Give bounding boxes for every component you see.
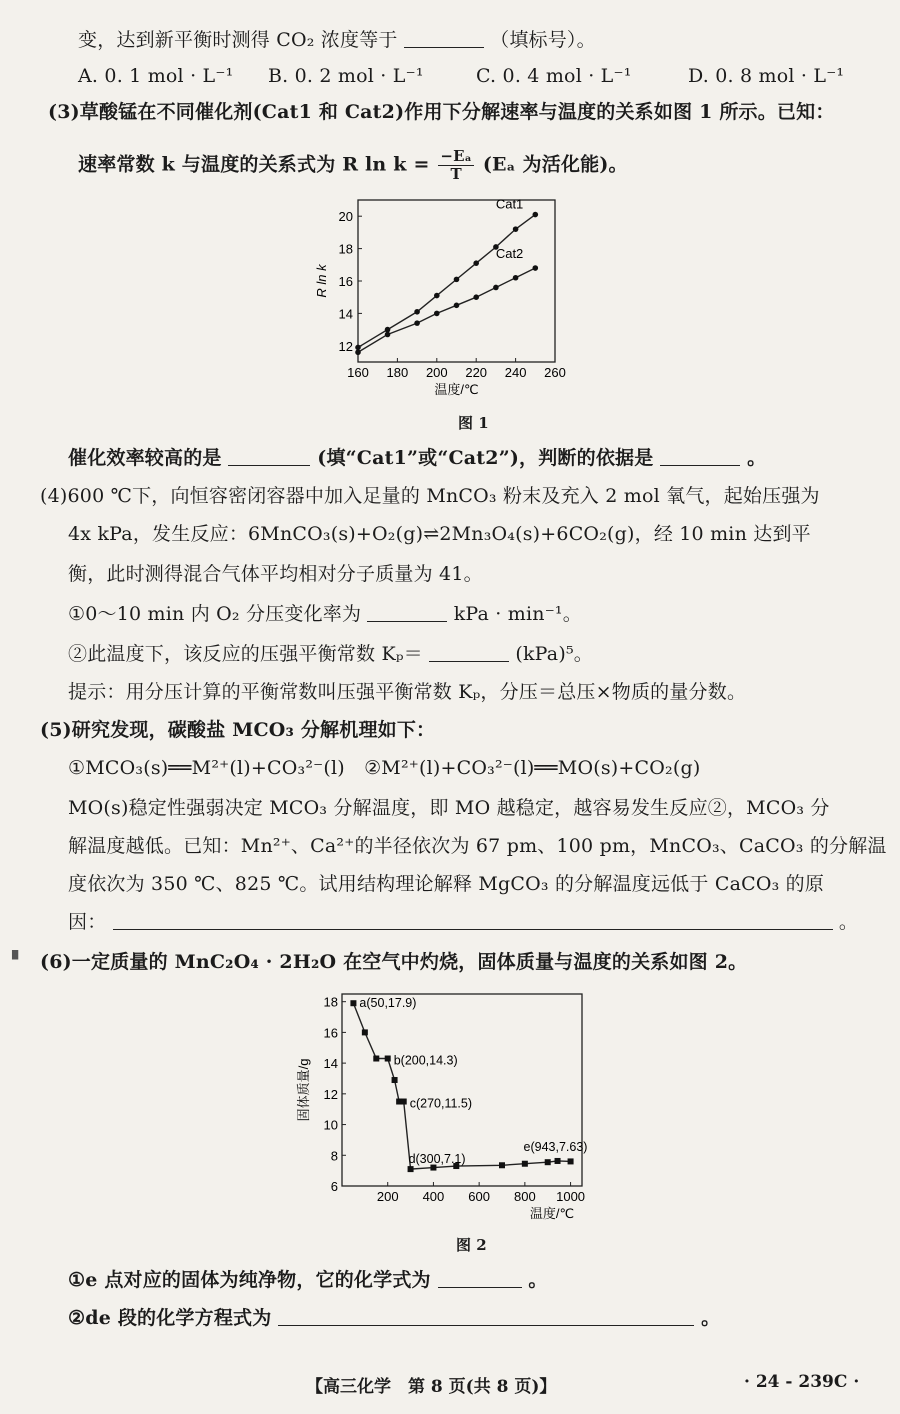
text-segment: ①0～10 min 内 O₂ 分压变化率为 bbox=[68, 603, 362, 625]
x-axis-label: 温度/℃ bbox=[529, 1206, 575, 1221]
data-point bbox=[522, 1161, 528, 1167]
x-axis-label: 温度/℃ bbox=[434, 382, 479, 397]
margin-mark: ▘ bbox=[12, 950, 25, 969]
text-segment: 。 bbox=[747, 447, 767, 469]
x-tick-label: 260 bbox=[544, 365, 566, 380]
text-segment: (填“Cat1”或“Cat2”)，判断的依据是 bbox=[317, 447, 654, 469]
data-point bbox=[355, 349, 361, 355]
option-a: A. 0. 1 mol · L⁻¹ bbox=[78, 65, 234, 87]
y-tick-label: 16 bbox=[338, 274, 353, 289]
data-point bbox=[385, 327, 391, 333]
text-segment: (kPa)⁵。 bbox=[515, 643, 593, 665]
answer-blank[interactable] bbox=[660, 447, 740, 466]
series-line-cat2 bbox=[358, 268, 535, 352]
data-point bbox=[568, 1158, 574, 1164]
data-point bbox=[473, 260, 479, 266]
y-tick-label: 8 bbox=[330, 1148, 338, 1164]
data-point bbox=[362, 1029, 368, 1035]
text-segment: ②de 段的化学方程式为 bbox=[68, 1307, 272, 1329]
data-point bbox=[385, 1056, 391, 1062]
data-point bbox=[355, 345, 361, 351]
option-b: B. 0. 2 mol · L⁻¹ bbox=[268, 65, 424, 87]
point-annotation: c(270,11.5) bbox=[409, 1096, 473, 1111]
text-line: 度依次为 350 ℃、825 ℃。试用结构理论解释 MgCO₃ 的分解温度远低于 CaCO₃ 的原 bbox=[68, 873, 825, 895]
text-segment: 。 bbox=[701, 1307, 721, 1329]
data-point bbox=[373, 1056, 379, 1062]
text-line bbox=[68, 1306, 720, 1330]
series-label: Cat2 bbox=[495, 246, 524, 262]
data-point bbox=[385, 332, 391, 338]
data-point bbox=[392, 1077, 398, 1083]
footer-code: · 24 - 239C · bbox=[744, 1372, 860, 1392]
text-segment: kPa · min⁻¹。 bbox=[453, 603, 582, 625]
x-tick-label: 160 bbox=[347, 365, 369, 380]
data-point bbox=[434, 311, 440, 317]
option-d: D. 0. 8 mol · L⁻¹ bbox=[688, 65, 845, 87]
question-3: (3)草酸锰在不同催化剂(Cat1 和 Cat2)作用下分解速率与温度的关系如图 1 所示。已知： bbox=[48, 101, 835, 123]
fraction bbox=[438, 148, 474, 183]
data-point bbox=[434, 293, 440, 299]
data-point bbox=[454, 277, 460, 283]
y-axis-label: R ln k bbox=[314, 264, 329, 298]
text-segment: （填标号）。 bbox=[490, 29, 596, 51]
y-tick-label: 6 bbox=[330, 1179, 338, 1194]
text-line bbox=[68, 1268, 548, 1292]
x-tick-label: 240 bbox=[504, 365, 527, 380]
series-label: Cat1 bbox=[495, 196, 524, 212]
y-tick-label: 18 bbox=[338, 241, 353, 257]
question-5: (5)研究发现，碳酸盐 MCO₃ 分解机理如下： bbox=[40, 719, 436, 741]
text-line bbox=[68, 446, 766, 470]
figure-1-chart bbox=[300, 192, 570, 404]
y-tick-label: 14 bbox=[338, 306, 353, 322]
y-tick-label: 20 bbox=[338, 209, 353, 225]
text-line: ①MCO₃(s)══M²⁺(l)+CO₃²⁻(l) ②M²⁺(l)+CO₃²⁻(l)══MO(s)+CO₂(g) bbox=[68, 757, 701, 779]
option-c: C. 0. 4 mol · L⁻¹ bbox=[476, 65, 632, 87]
answer-blank[interactable] bbox=[438, 1269, 522, 1288]
x-tick-label: 400 bbox=[422, 1189, 445, 1204]
y-tick-label: 12 bbox=[338, 338, 353, 354]
point-annotation: d(300,7.1) bbox=[408, 1152, 466, 1167]
x-tick-label: 180 bbox=[386, 365, 409, 380]
answer-blank[interactable] bbox=[228, 447, 310, 466]
answer-blank[interactable] bbox=[404, 29, 484, 48]
y-tick-label: 10 bbox=[323, 1117, 338, 1133]
text-segment: 速率常数 k 与温度的关系式为 R ln k = bbox=[78, 153, 430, 176]
text-line bbox=[78, 148, 628, 183]
text-line bbox=[78, 28, 596, 52]
x-tick-label: 1000 bbox=[556, 1189, 586, 1204]
text-segment: 。 bbox=[528, 1269, 548, 1291]
footer-page-info: 【高三化学 第 8 页(共 8 页)】 bbox=[306, 1377, 557, 1397]
answer-blank[interactable] bbox=[429, 643, 509, 662]
data-point bbox=[350, 1000, 356, 1006]
figure-2-chart bbox=[286, 982, 596, 1222]
x-tick-label: 600 bbox=[468, 1189, 490, 1204]
text-line bbox=[68, 910, 858, 934]
point-annotation: b(200,14.3) bbox=[393, 1053, 458, 1068]
data-point bbox=[414, 320, 420, 326]
answer-blank[interactable] bbox=[278, 1307, 694, 1326]
data-point bbox=[533, 212, 539, 218]
text-line: MO(s)稳定性强弱决定 MCO₃ 分解温度，即 MO 越稳定，越容易发生反应②，MCO₃ 分 bbox=[68, 797, 830, 819]
text-segment: 。 bbox=[838, 911, 859, 933]
fraction-denominator: T bbox=[450, 165, 462, 183]
y-axis-label: 固体质量/g bbox=[296, 1058, 311, 1122]
text-segment: 催化效率较高的是 bbox=[68, 447, 222, 469]
data-point bbox=[533, 265, 539, 271]
y-tick-label: 16 bbox=[323, 1025, 338, 1041]
text-line: 衡，此时测得混合气体平均相对分子质量为 41。 bbox=[68, 563, 483, 585]
answer-blank[interactable] bbox=[367, 603, 447, 622]
figure-1-caption: 图 1 bbox=[458, 414, 489, 432]
x-tick-label: 200 bbox=[425, 365, 448, 380]
text-segment: 变，达到新平衡时测得 CO₂ 浓度等于 bbox=[78, 29, 398, 51]
data-point bbox=[414, 309, 420, 315]
y-tick-label: 12 bbox=[323, 1086, 338, 1102]
text-line: 4x kPa，发生反应：6MnCO₃(s)+O₂(g)⇌2Mn₃O₄(s)+6CO₂(g)，经 10 min 达到平 bbox=[68, 523, 811, 545]
text-line bbox=[68, 642, 593, 666]
answer-blank[interactable] bbox=[113, 911, 833, 930]
text-segment: (Eₐ 为活化能)。 bbox=[482, 153, 628, 176]
data-point bbox=[473, 294, 479, 300]
question-6: (6)一定质量的 MnC₂O₄ · 2H₂O 在空气中灼烧，固体质量与温度的关系如图 2。 bbox=[40, 951, 748, 973]
point-annotation: e(943,7.63) bbox=[523, 1139, 588, 1154]
data-point bbox=[454, 303, 460, 309]
x-tick-label: 200 bbox=[376, 1189, 399, 1204]
x-tick-label: 800 bbox=[514, 1189, 536, 1204]
text-line bbox=[68, 602, 582, 626]
data-point bbox=[401, 1099, 407, 1105]
data-point bbox=[513, 226, 519, 232]
data-point bbox=[493, 285, 499, 291]
x-tick-label: 220 bbox=[465, 365, 488, 380]
data-point bbox=[545, 1159, 551, 1165]
fraction-numerator: −Eₐ bbox=[440, 147, 472, 165]
y-tick-label: 14 bbox=[323, 1056, 338, 1072]
data-point bbox=[513, 275, 519, 281]
y-tick-label: 18 bbox=[323, 994, 338, 1010]
figure-2-caption: 图 2 bbox=[456, 1236, 487, 1254]
text-segment: 因： bbox=[68, 911, 107, 933]
data-point bbox=[555, 1158, 561, 1164]
text-segment: ②此温度下，该反应的压强平衡常数 Kₚ＝ bbox=[68, 643, 423, 665]
text-line: 解温度越低。已知：Mn²⁺、Ca²⁺的半径依次为 67 pm、100 pm，MnCO₃、CaCO₃ 的分解温 bbox=[68, 835, 887, 857]
question-4: (4)600 ℃下，向恒容密闭容器中加入足量的 MnCO₃ 粉末及充入 2 mol 氧气，起始压强为 bbox=[40, 485, 820, 507]
data-point bbox=[408, 1166, 414, 1172]
point-annotation: a(50,17.9) bbox=[359, 996, 417, 1011]
text-segment: ①e 点对应的固体为纯净物，它的化学式为 bbox=[68, 1269, 431, 1291]
hint-line: 提示：用分压计算的平衡常数叫压强平衡常数 Kₚ，分压＝总压×物质的量分数。 bbox=[68, 681, 747, 703]
data-point bbox=[499, 1162, 505, 1168]
